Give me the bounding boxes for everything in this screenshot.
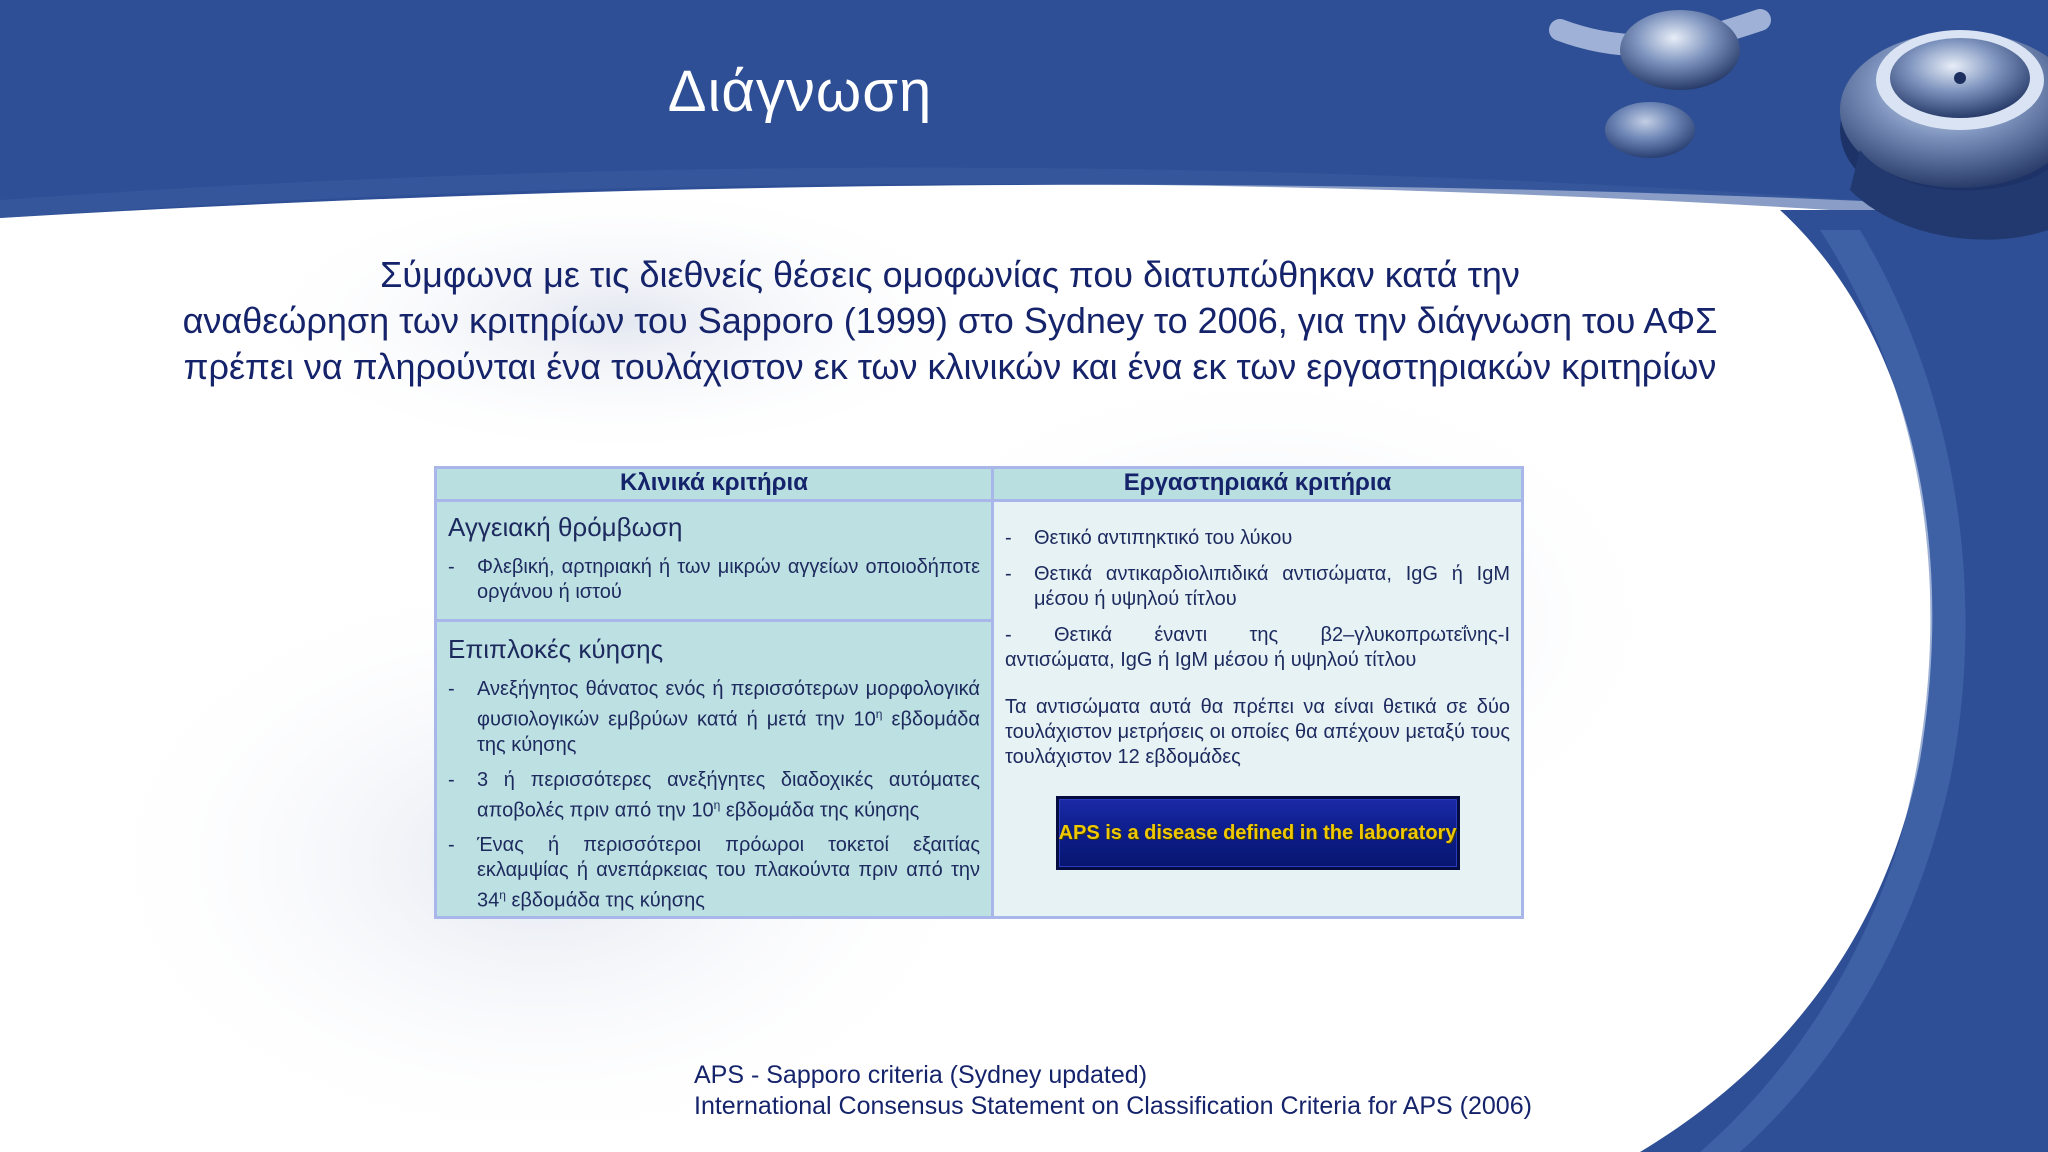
table-row [436,501,1523,621]
thrombosis-item: Φλεβική, αρτηριακή ή των μικρών αγγείων οποιοδήποτε οργάνου ή ιστού [477,556,980,603]
list-item [448,768,980,824]
list-item [1005,562,1510,612]
reference-line-2: International Consensus Statement on Classification Criteria for APS (2006) [694,1092,1532,1120]
dash-bullet: - [448,556,455,578]
criteria-table [434,466,1524,919]
table-header-row [436,468,1523,501]
lab-item-3: - Θετικά έναντι της β2–γλυκοπρωτεΐνης-I αντισώματα, IgG ή IgM μέσου ή υψηλού τίτλου [1005,624,1516,671]
reference [694,1060,1532,1122]
reference-line-1: APS - Sapporo criteria (Sydney updated) [694,1061,1148,1089]
intro-text [110,252,1790,390]
intro-line: πρέπει να πληρούνται ένα τουλάχιστον εκ των κλινικών και ένα εκ των εργαστηριακών κριτηρίων [183,346,1717,387]
header-lab: Εργαστηριακά κριτήρια [993,468,1523,501]
dash-bullet: - [448,834,455,857]
list-item [1005,526,1510,551]
header-clinical: Κλινικά κριτήρια [436,468,993,501]
dash-bullet: - [448,768,455,791]
pregnancy-item-1: Ανεξήγητος θάνατος ενός ή περισσότερων μορφολογικά φυσιολογικών εμβρύων κατά ή μετά την $10^\eta$ εβδομάδα της κύησης [477,678,980,756]
cell-lab [993,501,1523,918]
dash-bullet: - [1005,563,1012,585]
lab-item-2: Θετικά αντικαρδιολιπιδικά αντισώματα, IgG ή IgM μέσου ή υψηλού τίτλου [1034,563,1510,610]
aps-banner [1056,796,1460,870]
dash-bullet: - [448,678,455,700]
thrombosis-title: Αγγειακή θρόμβωση [448,512,683,542]
aps-banner-text: APS is a disease defined in the laboratory [1058,821,1457,844]
slide-title: Διάγνωση [667,59,933,124]
lab-item-1: Θετικό αντιπηκτικό του λύκου [1034,527,1293,549]
list-item [448,555,980,605]
pregnancy-item-2: 3 ή περισσότερες ανεξήγητες διαδοχικές αυτόματες αποβολές πριν από την $10^\eta$ εβδομάδα της κύησης [477,768,980,822]
dash-bullet: - [1005,527,1012,549]
cell-pregnancy [436,621,993,918]
lab-note: Τα αντισώματα αυτά θα πρέπει να είναι θετικά σε δύο τουλάχιστον μετρήσεις οι οποίες θα απέχουν μεταξύ τους τουλάχιστον 12 εβδομάδες [1005,696,1510,768]
list-item [448,677,980,758]
cell-thrombosis [436,501,993,621]
intro-line: Σύμφωνα με τις διεθνείς θέσεις ομοφωνίας που διατυπώθηκαν κατά την [380,254,1520,295]
list-item [448,833,980,914]
intro-line: αναθεώρηση των κριτηρίων του Sapporo (1999) στο Sydney το 2006, για την διάγνωση του ΑΦΣ [182,300,1718,341]
pregnancy-item-3: Ένας ή περισσότεροι πρόωροι τοκετοί εξαιτίας εκλαμψίας ή ανεπάρκειας του πλακούντα πριν από την $34^\eta$ εβδομάδα της κύησης [477,834,980,912]
pregnancy-title: Επιπλοκές κύησης [448,634,664,664]
